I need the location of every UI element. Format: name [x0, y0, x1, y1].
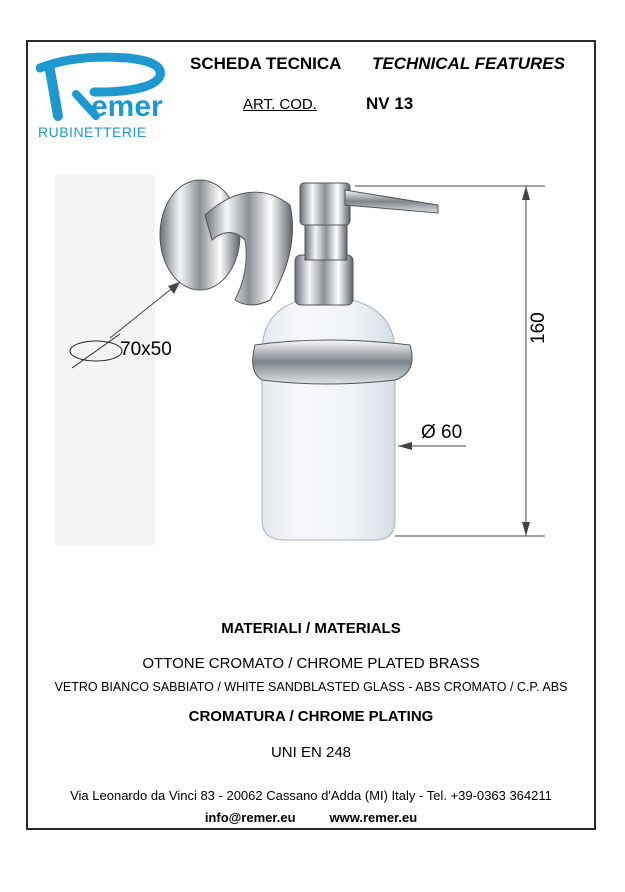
- email-link[interactable]: info@remer.eu: [204, 810, 296, 825]
- contact-line: [26, 810, 596, 825]
- title-italian: SCHEDA TECNICA: [190, 54, 342, 73]
- wall-plate: [160, 180, 240, 290]
- website-link[interactable]: www.remer.eu: [329, 810, 418, 825]
- svg-text:emer: emer: [91, 90, 163, 123]
- material-line-1: OTTONE CROMATO / CHROME PLATED BRASS: [142, 655, 480, 672]
- chrome-ring: [253, 340, 412, 384]
- plate-size-label: 70x50: [120, 339, 172, 360]
- brand-subtitle: RUBINETTERIE: [38, 124, 147, 140]
- pump-head: [300, 183, 350, 225]
- diameter-label: Ø 60: [421, 422, 463, 443]
- article-code-label: ART. COD.: [243, 96, 317, 113]
- height-label: 160: [528, 312, 549, 344]
- pump-neck: [295, 255, 353, 305]
- materials-title: MATERIALI / MATERIALS: [221, 620, 401, 637]
- material-line-2: VETRO BIANCO SABBIATO / WHITE SANDBLASTED GLASS - ABS CROMATO / C.P. ABS: [54, 680, 568, 694]
- standard-norm: UNI EN 248: [270, 744, 352, 761]
- title-english: TECHNICAL FEATURES: [372, 54, 565, 73]
- article-code: NV 13: [366, 94, 414, 113]
- chrome-plating-title: CROMATURA / CHROME PLATING: [188, 708, 434, 725]
- company-address: Via Leonardo da Vinci 83 - 20062 Cassano d'Adda (MI) Italy - Tel. +39-0363 364211: [70, 788, 552, 803]
